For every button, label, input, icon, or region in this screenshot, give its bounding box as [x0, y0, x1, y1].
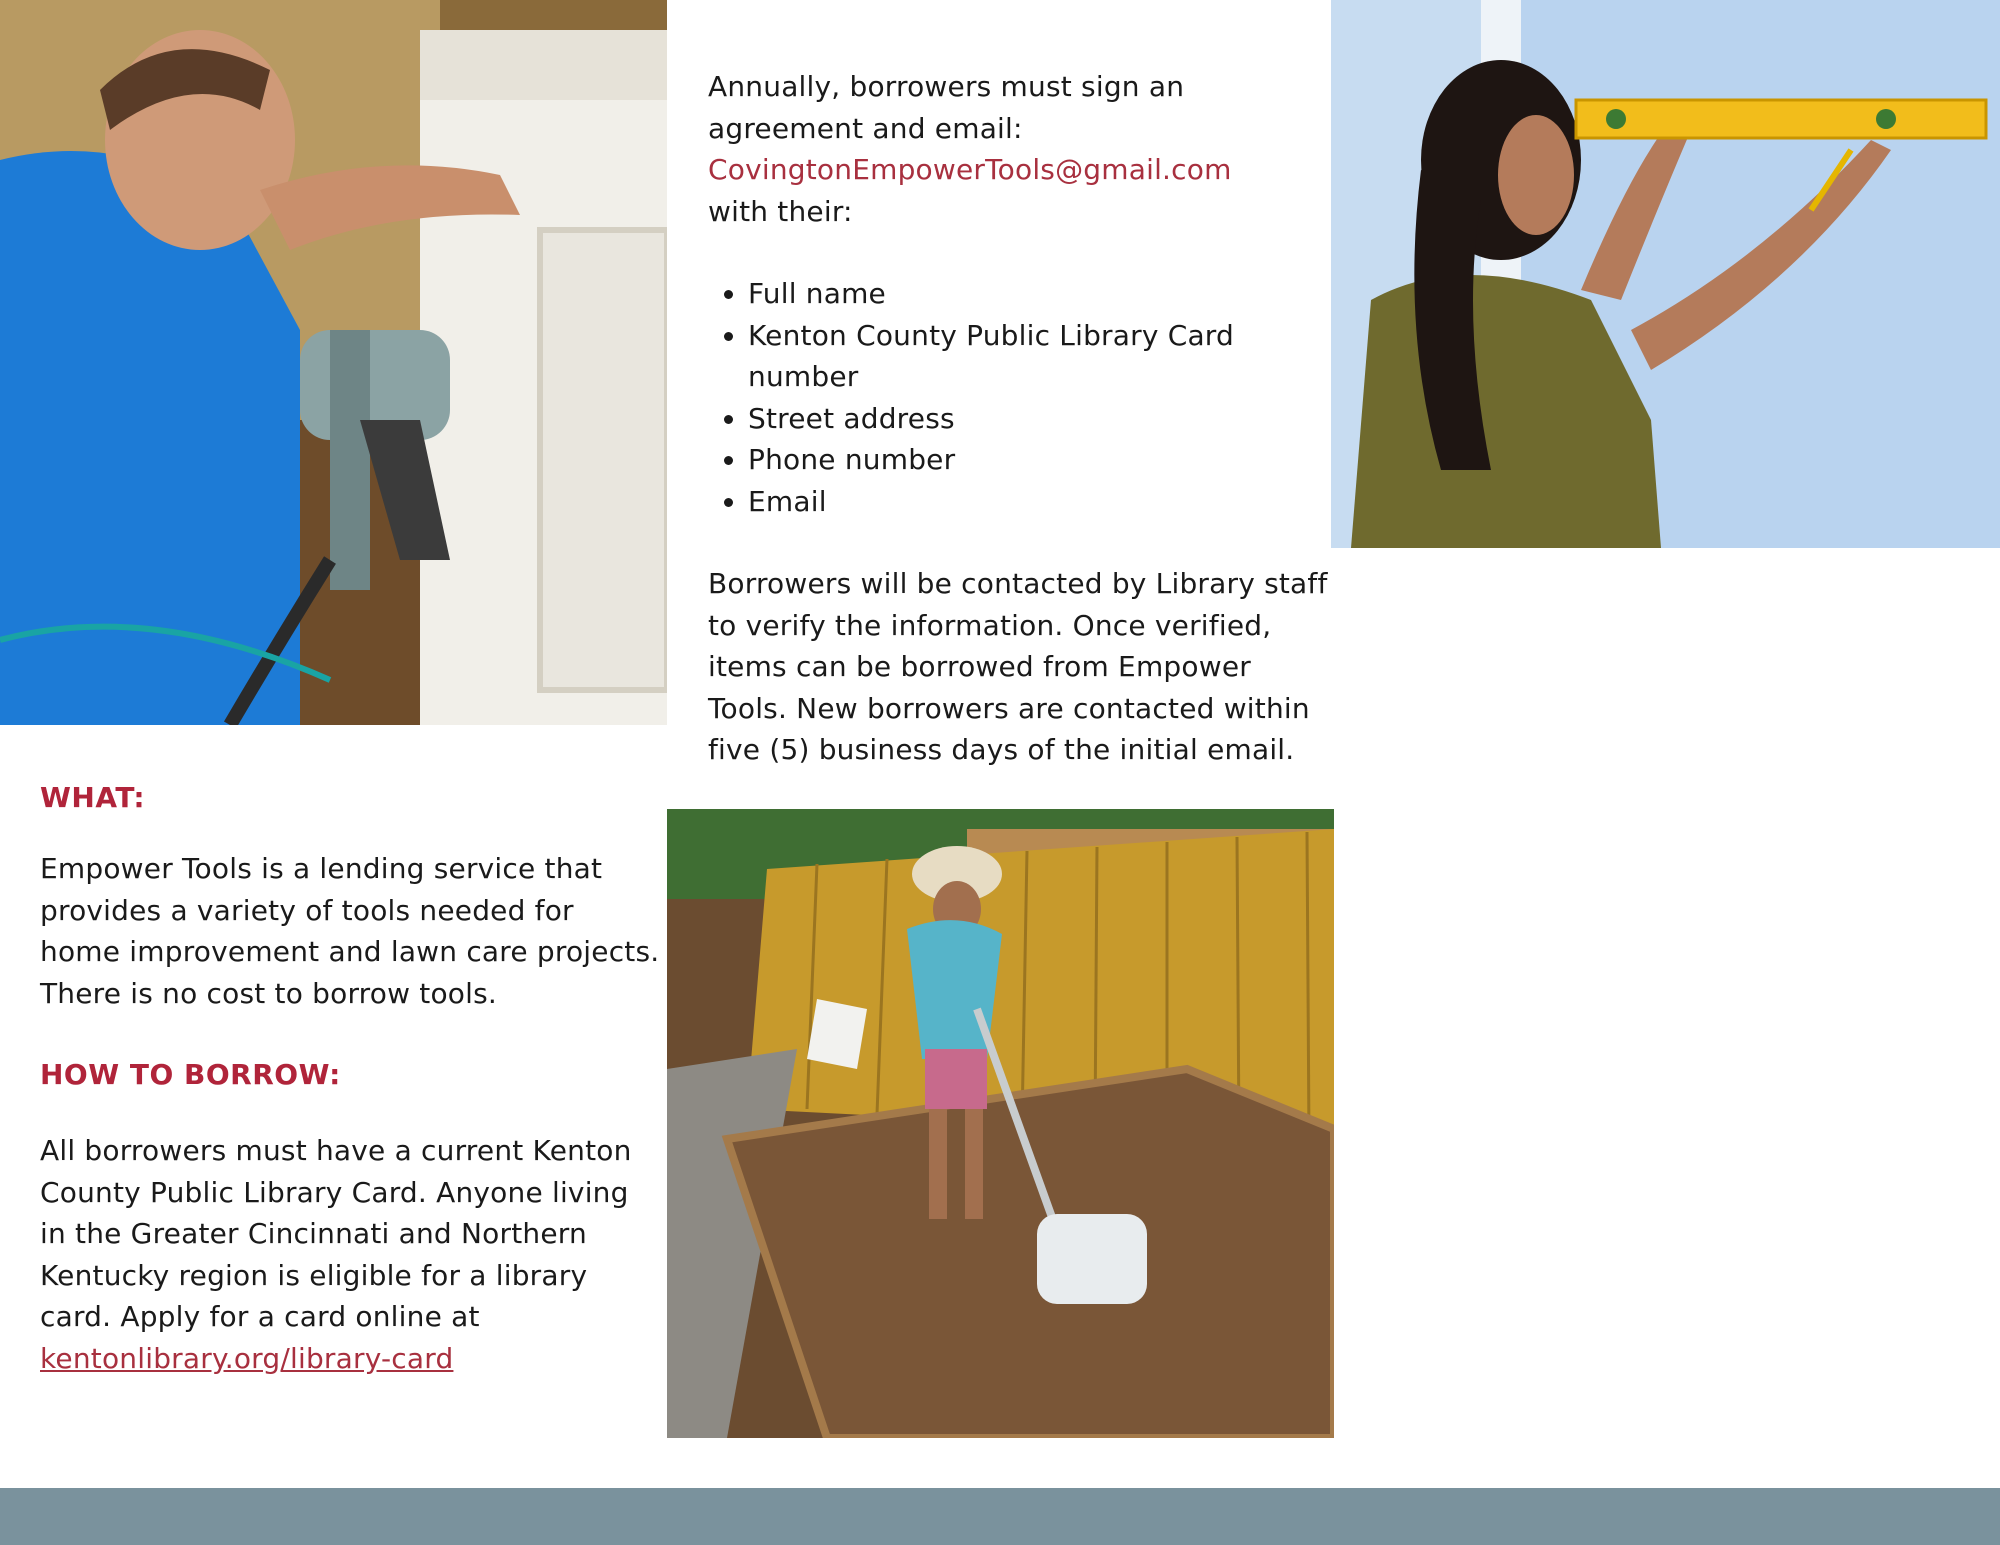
- footer-bar: [0, 1488, 2000, 1545]
- list-item: • Email: [748, 481, 1328, 523]
- photo-woman-using-level: [1331, 0, 2000, 548]
- list-item: • Full name: [748, 273, 1328, 315]
- list-item: • Kenton County Public Library Card number: [748, 315, 1328, 398]
- required-fields-list: [708, 273, 1328, 522]
- how-to-borrow-paragraph: All borrowers must have a current Kenton County Public Library Card. Anyone living in the Greater Cincinnati and Northern Kentucky region is eligible for a library card. Apply for a card online at: [40, 1134, 632, 1333]
- intro-line-with-their: with their:: [708, 194, 853, 228]
- photo-woman-using-tiller: [667, 809, 1334, 1438]
- what-heading: WHAT:: [40, 781, 146, 814]
- list-item: • Phone number: [748, 439, 1328, 481]
- borrowing-instructions: [708, 66, 1328, 771]
- contact-email-link[interactable]: CovingtonEmpowerTools@gmail.com: [708, 153, 1232, 186]
- info-column: [40, 778, 660, 1379]
- what-paragraph: Empower Tools is a lending service that provides a variety of tools needed for home improvement and lawn care projects. There is no cost to borrow tools.: [40, 852, 660, 1010]
- intro-line: Annually, borrowers must sign an agreement and email:: [708, 70, 1185, 145]
- list-item: • Street address: [748, 398, 1328, 440]
- verification-paragraph: Borrowers will be contacted by Library staff to verify the information. Once verified, items can be borrowed from Empower Tools. New borrowers are contacted within five (5) business days of the initial email.: [708, 567, 1328, 766]
- photo-man-using-nail-gun: [0, 0, 667, 725]
- library-card-link[interactable]: kentonlibrary.org/library-card: [40, 1341, 454, 1375]
- how-to-borrow-heading: HOW TO BORROW:: [40, 1058, 341, 1091]
